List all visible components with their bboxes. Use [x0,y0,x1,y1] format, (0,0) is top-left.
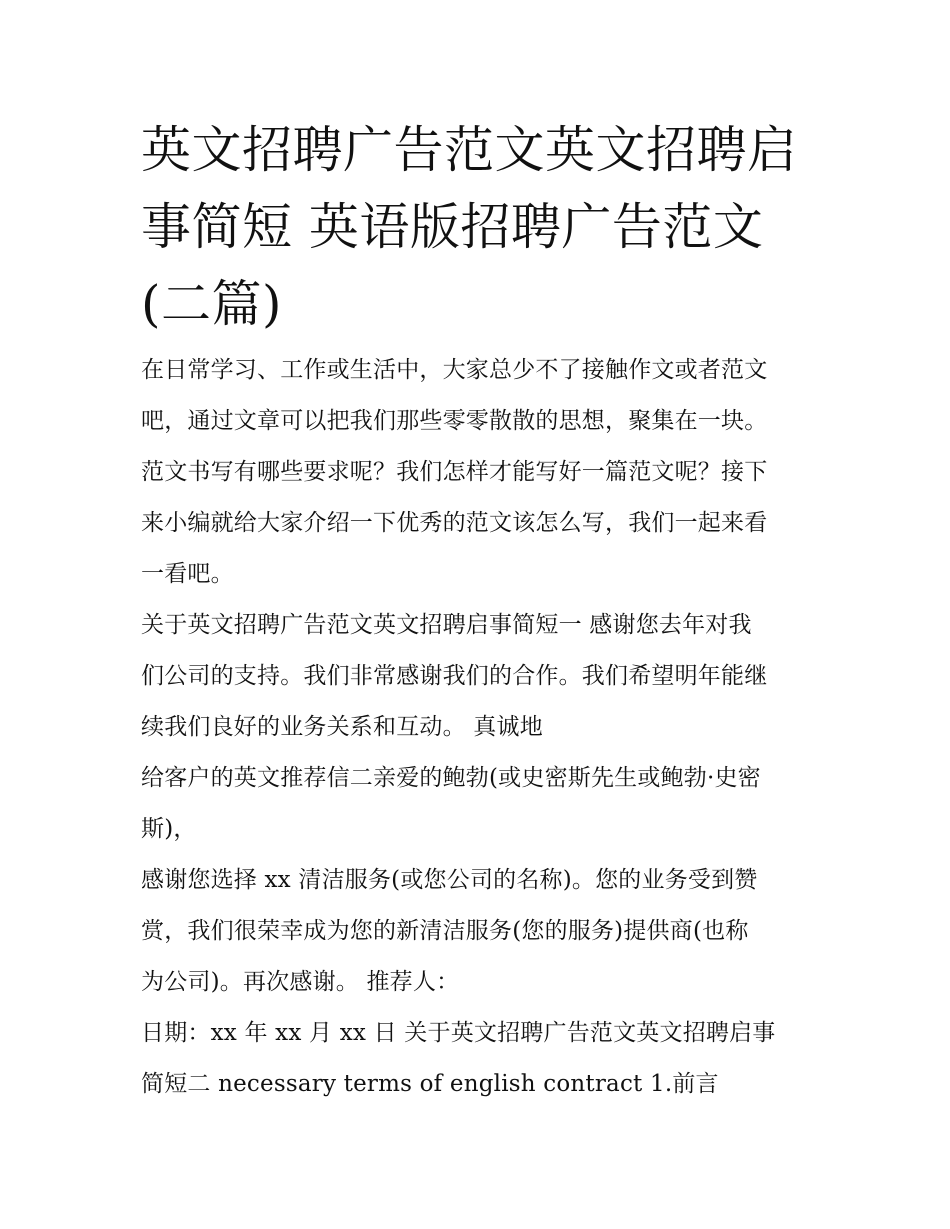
recommendation-body-paragraph [141,855,821,1008]
paragraph-line: 给客户的英文推荐信二亲爱的鲍勃(或史密斯先生或鲍勃·史密 [141,765,761,791]
paragraph-line: 一看吧。 [141,561,234,587]
title-line: (二篇) [141,275,283,333]
paragraph-line: 斯)， [141,816,197,842]
paragraph-line: 赏，我们很荣幸成为您的新清洁服务(您的服务)提供商(也称 [141,918,749,944]
paragraph-line: 感谢您选择 xx 清洁服务(或您公司的名称)。您的业务受到赞 [141,867,758,893]
paragraph-line: 范文书写有哪些要求呢？我们怎样才能写好一篇范文呢？接下 [141,459,768,485]
title-line: 英文招聘广告范文英文招聘启 [141,121,798,179]
paragraph-line: 日期：xx 年 xx 月 xx 日 关于英文招聘广告范文英文招聘启事 [141,1020,776,1046]
date-and-sample-two-paragraph [141,1008,821,1110]
paragraph-line: 吧，通过文章可以把我们那些零零散散的思想，聚集在一块。 [141,408,768,434]
intro-paragraph [141,345,821,600]
paragraph-line: 续我们良好的业务关系和互动。 真诚地 [141,714,543,740]
recommendation-greeting-paragraph [141,753,821,855]
paragraph-line: 来小编就给大家介绍一下优秀的范文该怎么写，我们一起来看 [141,510,768,536]
paragraph-line: 关于英文招聘广告范文英文招聘启事简短一 感谢您去年对我 [141,612,752,638]
document-title [141,112,821,343]
paragraph-line: 为公司)。再次感谢。 推荐人： [141,969,460,995]
title-line: 事简短 英语版招聘广告范文 [141,198,764,256]
paragraph-line: 简短二 necessary terms of english contract 1.前言 [141,1071,719,1097]
document-content [141,112,821,1110]
sample-one-paragraph [141,600,821,753]
paragraph-line: 在日常学习、工作或生活中，大家总少不了接触作文或者范文 [141,357,768,383]
paragraph-line: 们公司的支持。我们非常感谢我们的合作。我们希望明年能继 [141,663,768,689]
